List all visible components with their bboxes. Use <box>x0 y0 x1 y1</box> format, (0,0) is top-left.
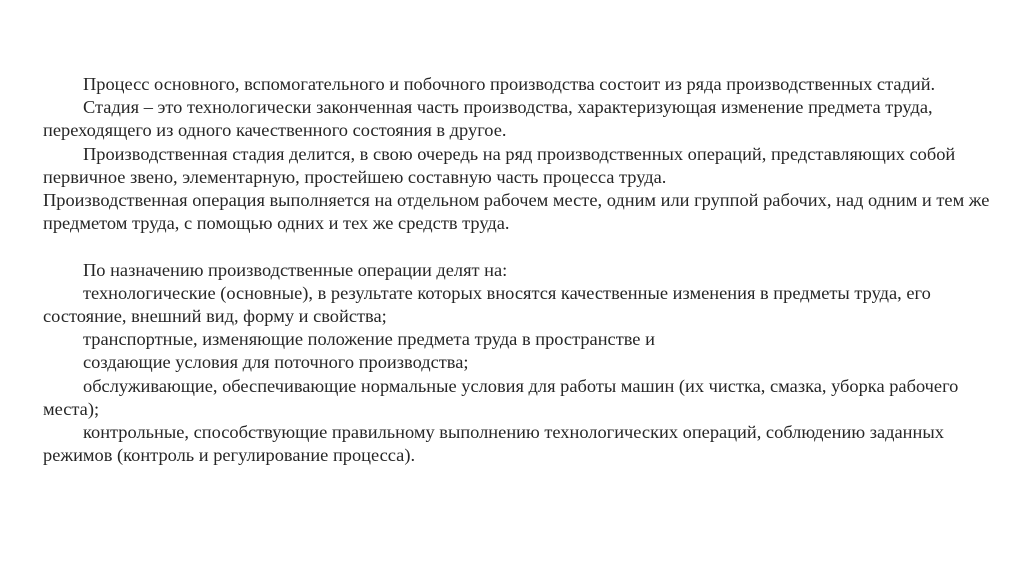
document-body <box>43 73 1008 467</box>
list-item-transport-continued: создающие условия для поточного производства; <box>83 352 469 373</box>
list-item-transport: транспортные, изменяющие положение предмета труда в пространстве и <box>83 329 655 350</box>
paragraph-process-stages: Процесс основного, вспомогательного и побочного производства состоит из ряда производственных стадий. <box>83 74 936 94</box>
paragraph-operations: Производственная стадия делится, в свою очередь на ряд производственных операций, представляющих собой первичное звено, элементарную, простейшею составную часть процесса труда. Производственная операция выполняется на отдельном рабочем месте, одним или группой рабочих, над одним и тем же предметом труда, с помощью одних и тех же средств труда. <box>43 143 990 234</box>
list-item-control: контрольные, способствующие правильному выполнению технологических операций, соблюдению заданных режимов (контроль и регулирование процесса). <box>43 422 944 466</box>
paragraph-stage-definition: Стадия – это технологически законченная часть производства, характеризующая изменение предмета труда, переходящего из одного качественного состояния в другое. <box>43 97 933 141</box>
list-item-technological: технологические (основные), в результате которых вносятся качественные изменения в предметы труда, его состояние, внешний вид, форму и свойства; <box>43 282 931 327</box>
list-item-servicing: обслуживающие, обеспечивающие нормальные условия для работы машин (их чистка, смазка, уборка рабочего места); <box>43 375 959 419</box>
list-intro: По назначению производственные операции делят на: <box>83 259 508 280</box>
paragraph-spacer <box>43 235 1008 258</box>
